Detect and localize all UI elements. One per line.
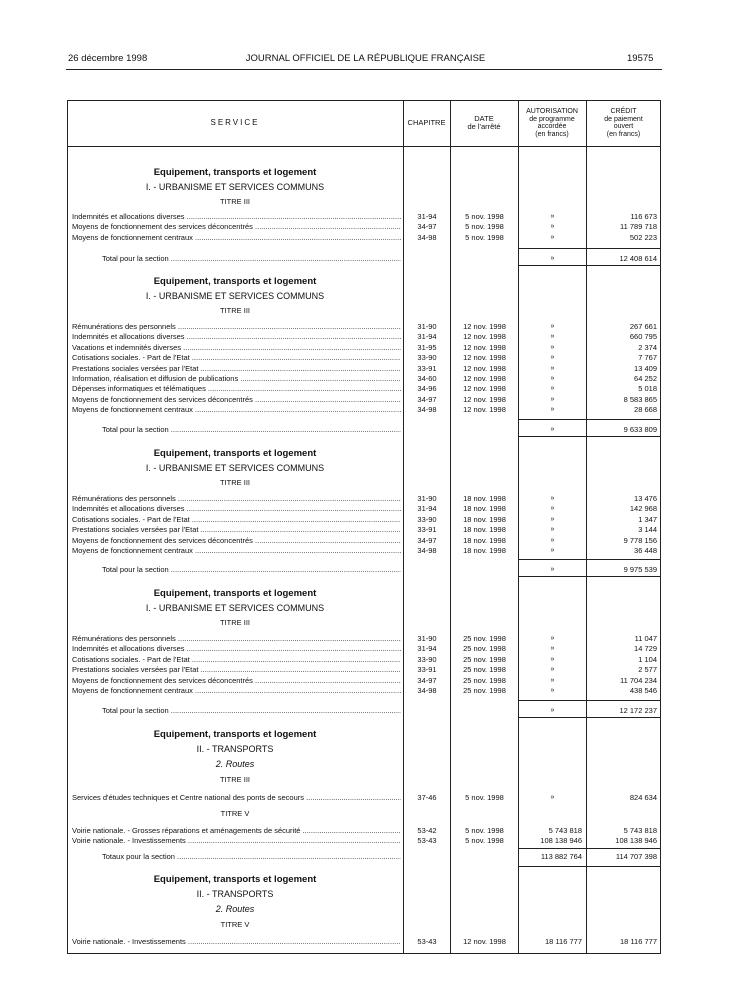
total-row xyxy=(0,254,731,264)
table-row xyxy=(0,353,731,363)
row-date: 25 nov. 1998 xyxy=(463,665,506,675)
row-chapitre: 53-42 xyxy=(417,826,437,835)
row-service: Voirie nationale. - Investissements ..... xyxy=(72,937,401,947)
row-credit: 13 476 xyxy=(634,494,657,503)
total-credit: 9 633 809 xyxy=(623,425,657,434)
row-service: Vacations et indemnités diverses ..... xyxy=(72,343,401,353)
row-credit: 11 704 234 xyxy=(620,675,657,685)
row-autorisation: » xyxy=(550,333,555,341)
row-service: Indemnités et allocations diverses ..... xyxy=(72,644,401,654)
total-label: Total pour la section ..... xyxy=(102,565,401,575)
table-row xyxy=(0,515,731,525)
row-chapitre: 31-94 xyxy=(417,644,437,654)
row-service: Rémunérations des personnels ..... xyxy=(72,322,401,332)
row-chapitre: 33-91 xyxy=(417,363,437,373)
section-ministry-heading: Equipement, transports et logement xyxy=(153,874,317,885)
row-date: 5 nov. 1998 xyxy=(465,826,504,835)
row-service: Prestations sociales versées par l'Etat ..... xyxy=(72,665,401,675)
row-service: Moyens de fonctionnement centraux ..... xyxy=(72,686,401,696)
row-date: 25 nov. 1998 xyxy=(463,634,506,643)
column-header-date-line: de l'arrêté xyxy=(467,122,501,131)
row-chapitre: 31-95 xyxy=(417,342,437,352)
row-credit: 824 634 xyxy=(629,793,657,802)
column-header-cr-line: (en francs) xyxy=(606,130,641,138)
row-chapitre: 33-91 xyxy=(417,525,437,535)
row-credit: 2 577 xyxy=(638,665,657,675)
row-service: Dépenses informatiques et télématiques ..... xyxy=(72,384,401,394)
column-header-chapitre-label: CHAPITRE xyxy=(407,118,446,127)
table-row xyxy=(0,686,731,696)
row-service: Moyens de fonctionnement centraux ..... xyxy=(72,233,401,243)
total-row xyxy=(0,706,731,716)
table-row xyxy=(0,222,731,232)
row-date: 25 nov. 1998 xyxy=(463,686,506,695)
row-credit: 1 347 xyxy=(638,514,657,524)
page-number: 19575 xyxy=(627,53,654,64)
total-autorisation: » xyxy=(550,566,555,573)
section-part-heading: I. - URBANISME ET SERVICES COMMUNS xyxy=(145,291,325,301)
row-service: Rémunérations des personnels ..... xyxy=(72,634,401,644)
section-ministry-heading: Equipement, transports et logement xyxy=(153,729,317,740)
section-titre-heading: TITRE III xyxy=(220,618,250,627)
row-autorisation: » xyxy=(550,354,555,362)
section-part-heading: II. - TRANSPORTS xyxy=(196,744,274,754)
column-header-cr-line: CRÉDIT xyxy=(610,108,637,115)
row-autorisation: » xyxy=(550,687,555,694)
section-titre-heading: TITRE III xyxy=(220,306,250,315)
row-service: Rémunérations des personnels ..... xyxy=(72,494,401,504)
total-label: Total pour la section ..... xyxy=(102,425,401,435)
table-row xyxy=(0,826,731,836)
row-date: 12 nov. 1998 xyxy=(463,363,506,373)
row-date: 18 nov. 1998 xyxy=(463,494,506,503)
table-row xyxy=(0,395,731,405)
row-credit: 28 668 xyxy=(634,405,657,415)
section-ministry-heading: Equipement, transports et logement xyxy=(153,448,317,459)
total-rule xyxy=(518,265,661,266)
section-part-heading: II. - TRANSPORTS xyxy=(196,889,274,899)
row-chapitre: 34-97 xyxy=(417,222,437,232)
column-header-date xyxy=(450,100,518,146)
row-service: Moyens de fonctionnement des services déconcentrés ..... xyxy=(72,676,401,686)
total-rule xyxy=(518,419,661,420)
table-row xyxy=(0,504,731,514)
row-autorisation: » xyxy=(550,385,555,393)
row-chapitre: 34-97 xyxy=(417,535,437,545)
row-date: 12 nov. 1998 xyxy=(463,374,506,383)
row-credit: 142 968 xyxy=(629,504,657,514)
total-label: Total pour la section ..... xyxy=(102,254,401,264)
row-autorisation: » xyxy=(550,364,555,372)
row-credit: 5 018 xyxy=(638,384,657,394)
header-rule xyxy=(66,69,662,70)
row-date: 25 nov. 1998 xyxy=(463,644,506,654)
total-credit: 9 975 539 xyxy=(623,565,657,574)
column-header-chapitre xyxy=(403,100,450,146)
row-credit: 116 673 xyxy=(630,212,657,221)
row-credit: 11 789 718 xyxy=(620,222,657,232)
table-row xyxy=(0,405,731,415)
row-chapitre: 34-98 xyxy=(417,546,437,555)
row-autorisation: » xyxy=(550,223,555,231)
table-row xyxy=(0,212,731,222)
row-service: Moyens de fonctionnement centraux ..... xyxy=(72,405,401,415)
row-credit: 36 448 xyxy=(634,546,657,555)
row-chapitre: 31-94 xyxy=(417,332,437,342)
row-service: Cotisations sociales. - Part de l'Etat ..... xyxy=(72,353,401,363)
section-ministry-heading: Equipement, transports et logement xyxy=(153,167,317,178)
section-part-heading: I. - URBANISME ET SERVICES COMMUNS xyxy=(145,603,325,613)
row-service: Moyens de fonctionnement des services déconcentrés ..... xyxy=(72,536,401,546)
row-autorisation: 18 116 777 xyxy=(545,937,582,946)
row-autorisation: 5 743 818 xyxy=(548,826,582,835)
row-credit: 502 223 xyxy=(629,232,657,242)
row-autorisation: » xyxy=(550,794,555,801)
row-chapitre: 31-90 xyxy=(417,322,437,331)
total-row xyxy=(0,852,731,862)
column-header-service-label: SERVICE xyxy=(210,118,260,127)
table-row xyxy=(0,525,731,535)
section-titre-heading: TITRE III xyxy=(220,775,250,784)
journal-title: JOURNAL OFFICIEL DE LA RÉPUBLIQUE FRANÇAISE xyxy=(245,53,486,64)
total-label: Totaux pour la section ..... xyxy=(102,852,401,862)
row-date: 18 nov. 1998 xyxy=(463,504,506,514)
total-autorisation: 113 882 764 xyxy=(540,852,582,861)
row-date: 5 nov. 1998 xyxy=(465,222,504,232)
row-service: Cotisations sociales. - Part de l'Etat ..... xyxy=(72,655,401,665)
column-header-cr-line: de paiement xyxy=(604,115,643,123)
table-row xyxy=(0,634,731,644)
row-autorisation: » xyxy=(550,635,555,642)
row-autorisation: » xyxy=(550,495,555,502)
row-date: 5 nov. 1998 xyxy=(465,836,504,845)
row-autorisation: » xyxy=(550,547,555,554)
row-credit: 5 743 818 xyxy=(623,826,657,835)
total-rule xyxy=(518,866,661,867)
section-titre-heading: TITRE V xyxy=(220,920,250,929)
row-credit: 660 795 xyxy=(629,332,657,342)
row-credit: 9 778 156 xyxy=(623,535,657,545)
table-row xyxy=(0,384,731,394)
section-part-heading: I. - URBANISME ET SERVICES COMMUNS xyxy=(145,182,325,192)
table-row xyxy=(0,332,731,342)
total-credit: 12 172 237 xyxy=(619,706,657,715)
column-header-ap-line: AUTORISATION xyxy=(526,108,578,115)
row-autorisation: » xyxy=(550,515,555,523)
row-autorisation: » xyxy=(550,666,555,674)
row-autorisation: » xyxy=(550,233,555,241)
row-chapitre: 34-98 xyxy=(417,232,437,242)
table-row xyxy=(0,374,731,384)
row-credit: 2 374 xyxy=(638,342,657,352)
table-row xyxy=(0,364,731,374)
table-row xyxy=(0,937,731,947)
row-service: Information, réalisation et diffusion de publications ..... xyxy=(72,374,401,384)
row-date: 25 nov. 1998 xyxy=(463,675,506,685)
row-date: 12 nov. 1998 xyxy=(463,322,506,331)
table-row xyxy=(0,676,731,686)
column-header-credit xyxy=(586,100,661,146)
section-part-heading: I. - URBANISME ET SERVICES COMMUNS xyxy=(145,463,325,473)
row-chapitre: 31-94 xyxy=(417,504,437,514)
row-date: 12 nov. 1998 xyxy=(463,342,506,352)
row-autorisation: » xyxy=(550,655,555,663)
total-autorisation: » xyxy=(550,255,555,262)
total-rule xyxy=(518,700,661,701)
row-chapitre: 33-90 xyxy=(417,654,437,664)
total-credit: 114 707 398 xyxy=(615,852,657,861)
table-row xyxy=(0,343,731,353)
row-autorisation: » xyxy=(550,645,555,653)
row-date: 18 nov. 1998 xyxy=(463,525,506,535)
row-chapitre: 34-98 xyxy=(417,405,437,415)
row-service: Prestations sociales versées par l'Etat ..... xyxy=(72,525,401,535)
total-rule xyxy=(518,559,661,560)
row-date: 18 nov. 1998 xyxy=(463,546,506,555)
section-sub-heading: 2. Routes xyxy=(215,904,255,914)
row-credit: 14 729 xyxy=(634,644,657,654)
row-autorisation: 108 138 946 xyxy=(540,836,582,845)
total-rule xyxy=(518,436,661,437)
row-autorisation: » xyxy=(550,213,555,220)
total-rule xyxy=(518,717,661,718)
section-sub-heading: 2. Routes xyxy=(215,759,255,769)
section-ministry-heading: Equipement, transports et logement xyxy=(153,276,317,287)
table-row xyxy=(0,655,731,665)
row-date: 12 nov. 1998 xyxy=(463,353,506,363)
column-header-date-line: DATE xyxy=(474,114,494,123)
row-date: 12 nov. 1998 xyxy=(463,937,506,946)
column-header-service xyxy=(67,100,403,146)
total-row xyxy=(0,425,731,435)
row-service: Indemnités et allocations diverses ..... xyxy=(72,332,401,342)
row-service: Cotisations sociales. - Part de l'Etat ..... xyxy=(72,515,401,525)
table-row xyxy=(0,536,731,546)
column-header-cr-line: ouvert xyxy=(613,123,634,130)
row-credit: 438 546 xyxy=(629,686,657,695)
row-service: Moyens de fonctionnement des services déconcentrés ..... xyxy=(72,395,401,405)
row-chapitre: 34-60 xyxy=(417,374,437,383)
row-autorisation: » xyxy=(550,536,555,544)
table-row xyxy=(0,233,731,243)
total-credit: 12 408 614 xyxy=(619,254,657,263)
row-chapitre: 34-98 xyxy=(417,686,437,695)
row-date: 18 nov. 1998 xyxy=(463,514,506,524)
row-autorisation: » xyxy=(550,526,555,534)
total-rule xyxy=(518,848,661,849)
row-date: 12 nov. 1998 xyxy=(463,332,506,342)
row-autorisation: » xyxy=(550,676,555,684)
row-autorisation: » xyxy=(550,395,555,403)
total-rule xyxy=(518,248,661,249)
table-header-rule xyxy=(67,146,661,147)
row-service: Indemnités et allocations diverses ..... xyxy=(72,504,401,514)
row-credit: 267 661 xyxy=(629,322,657,331)
row-chapitre: 31-90 xyxy=(417,494,437,503)
row-service: Moyens de fonctionnement des services déconcentrés ..... xyxy=(72,222,401,232)
column-header-ap-line: de programme xyxy=(529,115,575,123)
row-chapitre: 37-46 xyxy=(417,793,437,802)
row-credit: 18 116 777 xyxy=(620,937,657,946)
row-autorisation: » xyxy=(550,343,555,351)
row-service: Voirie nationale. - Grosses réparations et aménagements de sécurité ..... xyxy=(72,826,401,836)
row-chapitre: 34-97 xyxy=(417,394,437,404)
row-date: 5 nov. 1998 xyxy=(465,212,504,221)
table-row xyxy=(0,322,731,332)
row-credit: 108 138 946 xyxy=(615,836,657,845)
section-titre-heading: TITRE III xyxy=(220,478,250,487)
column-header-ap-line: (en francs) xyxy=(535,130,569,138)
total-label: Total pour la section ..... xyxy=(102,706,401,716)
row-autorisation: » xyxy=(550,505,555,513)
row-date: 25 nov. 1998 xyxy=(463,654,506,664)
table-row xyxy=(0,644,731,654)
row-date: 12 nov. 1998 xyxy=(463,394,506,404)
row-date: 5 nov. 1998 xyxy=(465,232,504,242)
row-autorisation: » xyxy=(550,375,555,382)
section-titre-heading: TITRE III xyxy=(220,197,250,206)
row-credit: 7 767 xyxy=(638,353,657,363)
column-header-ap-line: accordée xyxy=(537,123,567,130)
row-chapitre: 31-94 xyxy=(417,212,437,221)
row-credit: 13 409 xyxy=(634,363,657,373)
row-date: 12 nov. 1998 xyxy=(463,405,506,415)
table-row xyxy=(0,546,731,556)
total-rule xyxy=(518,576,661,577)
row-date: 5 nov. 1998 xyxy=(465,793,504,802)
row-credit: 3 144 xyxy=(638,525,657,535)
row-chapitre: 34-96 xyxy=(417,384,437,394)
table-row xyxy=(0,836,731,846)
row-service: Voirie nationale. - Investissements ..... xyxy=(72,836,401,846)
row-chapitre: 33-90 xyxy=(417,514,437,524)
table-row xyxy=(0,494,731,504)
table-row xyxy=(0,665,731,675)
row-credit: 11 047 xyxy=(634,634,657,643)
section-titre-heading: TITRE V xyxy=(220,809,250,818)
row-chapitre: 53-43 xyxy=(417,937,437,946)
row-chapitre: 31-90 xyxy=(417,634,437,643)
row-date: 18 nov. 1998 xyxy=(463,535,506,545)
row-service: Moyens de fonctionnement centraux ..... xyxy=(72,546,401,556)
row-chapitre: 33-91 xyxy=(417,665,437,675)
row-service: Indemnités et allocations diverses ..... xyxy=(72,212,401,222)
row-service: Prestations sociales versées par l'Etat ..... xyxy=(72,364,401,374)
row-credit: 8 583 865 xyxy=(623,394,657,404)
column-header-autorisation xyxy=(518,100,586,146)
row-autorisation: » xyxy=(550,323,555,330)
row-credit: 1 104 xyxy=(638,654,657,664)
row-chapitre: 33-90 xyxy=(417,353,437,363)
section-ministry-heading: Equipement, transports et logement xyxy=(153,588,317,599)
total-row xyxy=(0,565,731,575)
row-chapitre: 34-97 xyxy=(417,675,437,685)
page-date: 26 décembre 1998 xyxy=(68,53,148,64)
total-autorisation: » xyxy=(550,426,555,433)
row-autorisation: » xyxy=(550,406,555,414)
total-autorisation: » xyxy=(550,707,555,714)
row-credit: 64 252 xyxy=(634,374,657,383)
row-date: 12 nov. 1998 xyxy=(463,384,506,394)
row-service: Services d'études techniques et Centre national des ponts de secours ..... xyxy=(72,793,401,803)
table-row xyxy=(0,793,731,803)
row-chapitre: 53-43 xyxy=(417,836,437,845)
